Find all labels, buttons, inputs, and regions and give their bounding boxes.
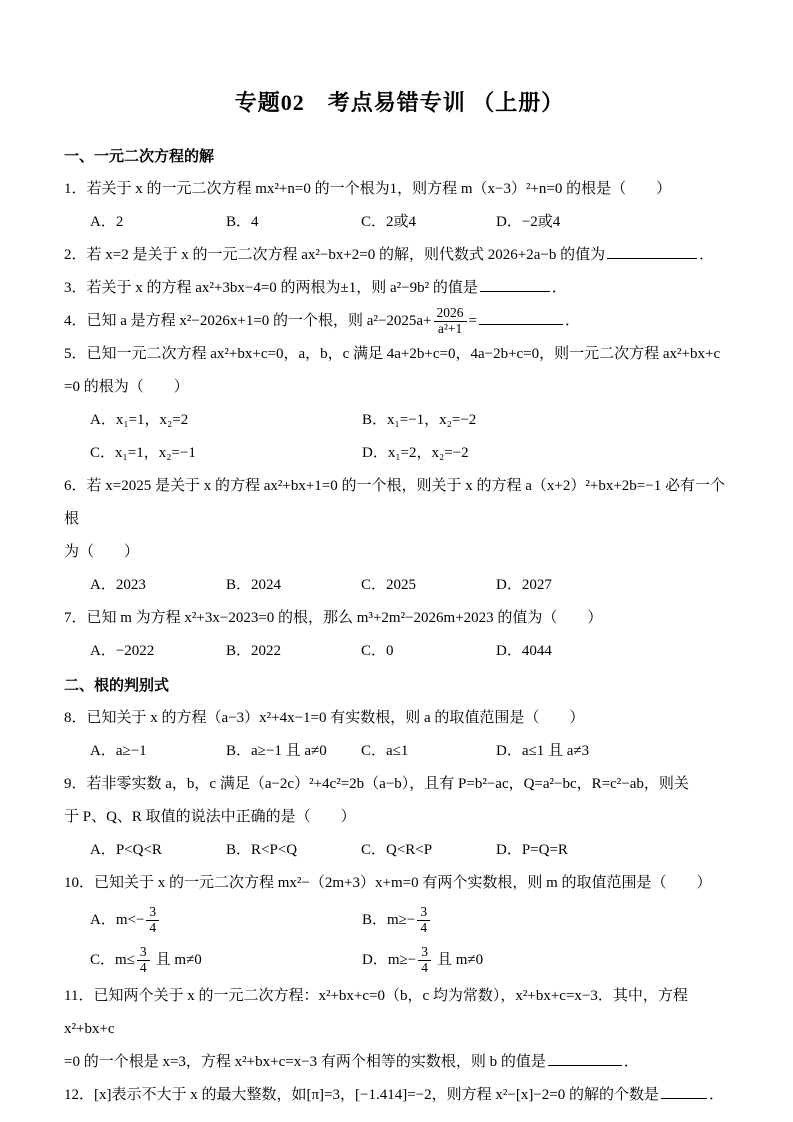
option-c: C．x₁=1，x₂=−1 xyxy=(90,445,196,461)
problem-3 xyxy=(64,272,735,305)
problem-2-stem: 2．若 x=2 是关于 x 的一元二次方程 ax²−bx+2=0 的解，则代数式 2026+2a−b 的值为 xyxy=(64,247,606,263)
option-a: A．−2022 xyxy=(90,643,155,659)
option-d: D．2027 xyxy=(496,577,552,593)
answer-blank xyxy=(479,310,563,325)
fraction xyxy=(417,905,430,936)
problem-9-options xyxy=(90,834,735,867)
answer-blank xyxy=(607,244,697,259)
problem-10-options xyxy=(90,900,735,980)
fraction-denominator: a²+1 xyxy=(437,321,463,337)
fraction-denominator: 4 xyxy=(149,920,157,936)
fraction-numerator: 3 xyxy=(417,905,430,921)
fraction-numerator: 3 xyxy=(418,945,431,961)
problem-6-options xyxy=(90,569,735,602)
problem-12-period: ． xyxy=(709,1087,725,1103)
page-title: 专题02 考点易错专训 （上册） xyxy=(234,90,565,115)
problem-12-stem: 12．[x]表示不大于 x 的最大整数，如[π]=3，[−1.414]=−2，则方程 x²−[x]−2=0 的解的个数是 xyxy=(64,1087,660,1103)
problem-6-text-line1: 6．若 x=2025 是关于 x 的方程 ax²+bx+1=0 的一个根，则关于 x 的方程 a（x+2）²+bx+2b=−1 必有一个根 xyxy=(64,478,725,527)
fraction-denominator: 4 xyxy=(139,960,147,976)
fraction-denominator: 4 xyxy=(421,960,428,976)
problem-5-options xyxy=(90,404,735,470)
problem-10 xyxy=(64,867,735,980)
option-d: D．x₁=2，x₂=−2 xyxy=(362,445,469,461)
problem-7-text: 7．已知 m 为方程 x²+3x−2023=0 的根，那么 m³+2m²−2026m+2023 的值为（ ） xyxy=(64,610,603,626)
option-d xyxy=(362,940,735,980)
problem-5-text-line2: =0 的根为（ ） xyxy=(64,379,189,395)
option-b: B．R<P<Q xyxy=(226,842,298,858)
problem-4-stem: 4．已知 a 是方程 x²−2026x+1=0 的一个根，则 a²−2025a+ xyxy=(64,313,432,329)
answer-blank xyxy=(661,1084,707,1099)
option-b: B．2024 xyxy=(226,577,282,593)
option-a xyxy=(90,900,362,940)
fraction-denominator: 4 xyxy=(420,920,428,936)
answer-blank xyxy=(480,277,550,292)
problem-1-text: 1．若关于 x 的一元二次方程 mx²+n=0 的一个根为1，则方程 m（x−3）²+n=0 的根是（ ） xyxy=(64,181,672,197)
problem-9 xyxy=(64,768,735,867)
problem-2 xyxy=(64,239,735,272)
problem-4-period: ． xyxy=(565,313,581,329)
option-d-prefix: D．m≥− xyxy=(362,952,417,968)
fraction xyxy=(418,945,431,976)
problem-8-options xyxy=(90,735,735,768)
fraction-numerator: 3 xyxy=(146,905,159,921)
problem-4-equals: = xyxy=(468,313,477,329)
problem-12-text xyxy=(64,1079,735,1112)
fraction xyxy=(146,905,159,936)
problem-7 xyxy=(64,602,735,668)
option-c: C．2或4 xyxy=(361,214,417,230)
fraction xyxy=(137,945,150,976)
option-a: A．x₁=1，x₂=2 xyxy=(90,412,189,428)
problem-9-text-line2: 于 P、Q、R 取值的说法中正确的是（ ） xyxy=(64,809,356,825)
option-a-prefix: A．m<− xyxy=(90,912,145,928)
option-a: A．2 xyxy=(90,214,124,230)
problem-12 xyxy=(64,1079,735,1112)
option-c xyxy=(90,940,362,980)
problem-3-period: ． xyxy=(551,280,567,296)
option-a: A．a≥−1 xyxy=(90,743,147,759)
problem-8-text: 8．已知关于 x 的方程（a−3）x²+4x−1=0 有实数根，则 a 的取值范围是（ ） xyxy=(64,710,585,726)
option-d: D．P=Q=R xyxy=(496,842,568,858)
option-a: A．2023 xyxy=(90,577,146,593)
option-b: B．a≥−1 且 a≠0 xyxy=(226,743,327,759)
option-d-suffix: 且 m≠0 xyxy=(436,952,484,968)
option-b: B．4 xyxy=(226,214,259,230)
problem-2-text xyxy=(64,239,735,272)
problem-2-period: ． xyxy=(699,247,715,263)
option-b: B．2022 xyxy=(226,643,282,659)
option-c-suffix: 且 m≠0 xyxy=(155,952,202,968)
section-1-heading: 一、一元二次方程的解 xyxy=(64,149,215,165)
problem-6-text-line2: 为（ ） xyxy=(64,544,140,560)
problem-10-text: 10．已知关于 x 的一元二次方程 mx²−（2m+3）x+m=0 有两个实数根，则 m 的取值范围是（ ） xyxy=(64,875,712,891)
problem-7-options xyxy=(90,635,735,668)
option-d: D．4044 xyxy=(496,643,552,659)
problem-4 xyxy=(64,305,735,338)
problem-8 xyxy=(64,702,735,768)
answer-blank xyxy=(548,1051,622,1066)
option-c: C．0 xyxy=(361,643,394,659)
problem-1 xyxy=(64,173,735,239)
problem-11 xyxy=(64,980,735,1079)
option-d: D．a≤1 且 a≠3 xyxy=(496,743,590,759)
problem-5-text-line1: 5．已知一元二次方程 ax²+bx+c=0，a，b，c 满足 4a+2b+c=0，4a−2b+c=0，则一元二次方程 ax²+bx+c xyxy=(64,346,721,362)
option-c: C．2025 xyxy=(361,577,417,593)
section-2-heading: 二、根的判别式 xyxy=(64,678,170,694)
option-c-prefix: C．m≤ xyxy=(90,952,135,968)
problem-4-text xyxy=(64,305,735,338)
problem-9-text-line1: 9．若非零实数 a，b，c 满足（a−2c）²+4c²=2b（a−b），且有 P=b²−ac，Q=a²−bc，R=c²−ab，则关 xyxy=(64,776,689,792)
fraction-numerator: 2026 xyxy=(434,306,467,322)
problem-3-stem: 3．若关于 x 的方程 ax²+3bx−4=0 的两根为±1，则 a²−9b² 的值是 xyxy=(64,280,478,296)
option-b xyxy=(362,900,735,940)
problem-1-options xyxy=(90,206,735,239)
problem-11-stem: =0 的一个根是 x=3，方程 x²+bx+c=x−3 有两个相等的实数根，则 b 的值是 xyxy=(64,1054,546,1070)
option-b-prefix: B．m≥− xyxy=(362,912,416,928)
option-c: C．Q<R<P xyxy=(361,842,433,858)
option-d: D．−2或4 xyxy=(496,214,561,230)
option-a: A．P<Q<R xyxy=(90,842,162,858)
problem-6 xyxy=(64,470,735,602)
option-b: B．x₁=−1，x₂=−2 xyxy=(362,412,477,428)
fraction-numerator: 3 xyxy=(137,945,150,961)
problem-5 xyxy=(64,338,735,470)
option-c: C．a≤1 xyxy=(361,743,409,759)
problem-11-period: ． xyxy=(623,1054,639,1070)
problem-11-text-line2 xyxy=(64,1046,735,1079)
problem-3-text xyxy=(64,272,735,305)
fraction xyxy=(434,306,467,337)
problem-11-text-line1: 11．已知两个关于 x 的一元二次方程：x²+bx+c=0（b，c 均为常数），x²+bx+c=x−3．其中，方程 x²+bx+c xyxy=(64,988,688,1037)
